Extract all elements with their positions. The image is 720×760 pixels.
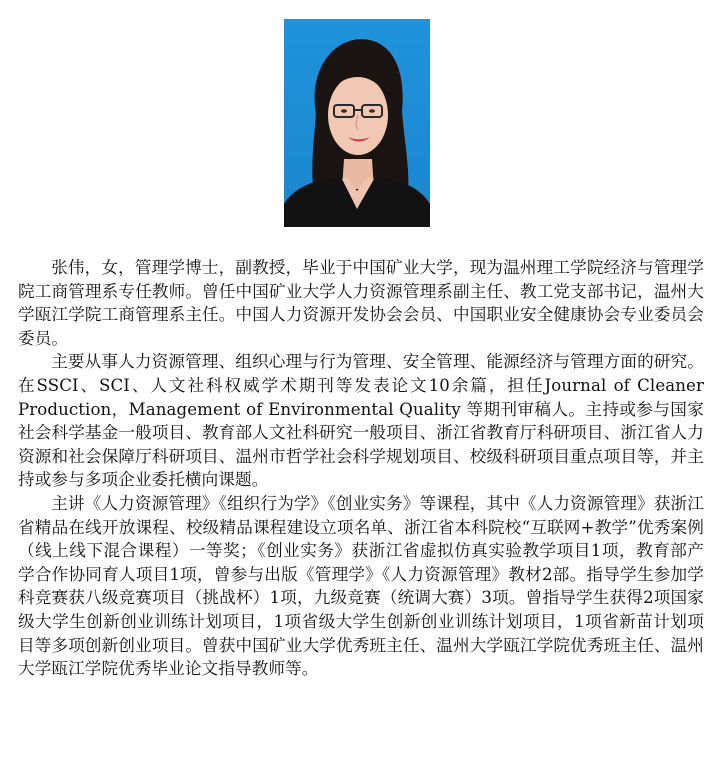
bio-paragraph-3: 主讲《人力资源管理》《组织行为学》《创业实务》等课程，其中《人力资源管理》获浙江省精品在线开放课程、校级精品课程建设立项名单、浙江省本科院校“互联网+教学”优秀案例（线上线下混合课程）一等奖；《创业实务》获浙江省虚拟仿真实验教学项目1项，教育部产学合作协同育人项目1项，曾参与出版《管理学》《人力资源管理》教材2部。指导学生参加学科竞赛获八级竞赛项目（挑战杯）1项，九级竞赛（统调大赛）3项。曾指导学生获得2项国家级大学生创新创业训练计划项目，1项省级大学生创新创业训练计划项目，1项省新苗计划项目等多项创新创业项目。曾获中国矿业大学优秀班主任、温州大学瓯江学院优秀班主任、温州大学瓯江学院优秀毕业论文指导教师等。 [18,493,704,679]
bio-paragraph-2: 主要从事人力资源管理、组织心理与行为管理、安全管理、能源经济与管理方面的研究。在SSCI、SCI、人文社科权威学术期刊等发表论文10余篇，担任Journal of Cleaner Production，Management of Environmental Quality 等期刊审稿人。主持或参与国家社会科学基金一般项目、教育部人文社科研究一般项目、浙江省教育厅科研项目、浙江省人力资源和社会保障厅科研项目、温州市哲学社会科学规划项目、校级科研项目重点项目等，并主持或参与多项企业委托横向课题。 [18,352,704,490]
biography-text [18,256,704,681]
bio-paragraph-1: 张伟，女，管理学博士，副教授，毕业于中国矿业大学，现为温州理工学院经济与管理学院工商管理系专任教师。曾任中国矿业大学人力资源管理系副主任、教工党支部书记，温州大学瓯江学院工商管理系主任。中国人力资源开发协会会员、中国职业安全健康协会专业委员会委员。 [18,258,704,348]
portrait-photo [284,19,430,227]
portrait-image [284,19,430,227]
